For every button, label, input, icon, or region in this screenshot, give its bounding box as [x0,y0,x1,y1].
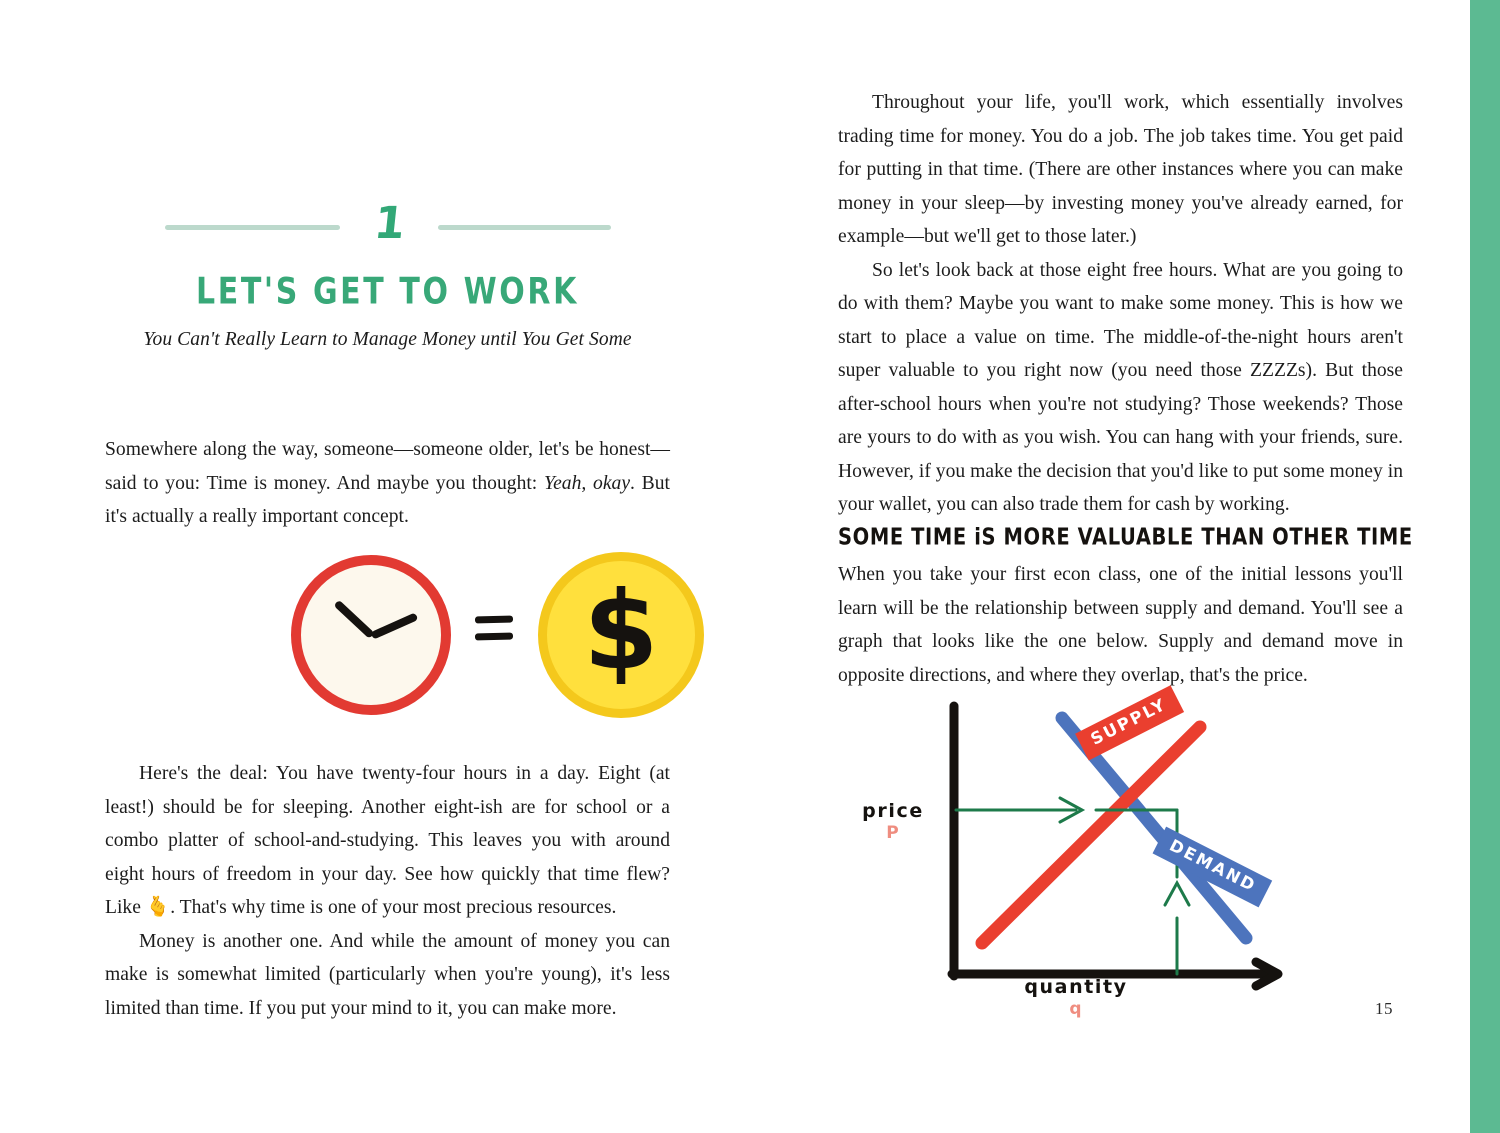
price-label-symbol: P [886,823,900,843]
equals-sign-icon [475,610,515,654]
left-paragraph-group-2 [105,757,670,1025]
paragraph-text-part2: . That's why time is one of your most precious resources. [170,897,617,918]
right-page [838,0,1413,1133]
section-body [838,558,1403,692]
equals-bar-bottom [475,633,513,641]
demand-series-label: DEMAND [1153,827,1272,907]
quantity-guide-arrowhead [1165,883,1189,905]
snapping-fingers-emoji: 🫰 [145,897,171,918]
chapter-title: LET'S GET TO WORK [196,270,579,314]
clock-minute-hand [370,612,418,639]
paragraph-text-lead: Somewhere along the way, someone—someone older, let's be honest—said to you: Time is money. And maybe you thought: [105,439,670,494]
paragraph-time-is-money [105,433,670,534]
price-axis-label [843,802,943,842]
clock-icon [291,555,451,715]
paragraph-text-italic: Yeah, okay [544,472,631,494]
clock-equals-coin-illustration [113,552,673,727]
supply-demand-chart [848,690,1408,1030]
quantity-axis-label [996,978,1156,1018]
paragraph-heres-the-deal [105,757,670,925]
page-edge-band [1470,0,1500,1133]
chapter-opener [105,196,670,351]
decorative-rule-right [438,225,611,230]
supply-series-label: SUPPLY [1075,685,1183,760]
right-paragraph-group-1 [838,86,1403,522]
dollar-sign-icon: $ [583,569,659,694]
paragraph-throughout-your-life: Throughout your life, you'll work, which essentially involves trading time for money. You do a job. The job takes time. You get paid for putting in that time. (There are other instances where you can make money in your sleep—by investing money you've already earned, for example—but we'll get to those later.) [838,92,1403,247]
paragraph-money-is-another-one: Money is another one. And while the amount of money you can make is somewhat limited (particularly when you're young), it's less limited than time. If you put your mind to it, you can make more. [105,930,670,1019]
chapter-number: 1 [371,198,408,249]
left-page [105,0,670,1133]
paragraph-econ-class: When you take your first econ class, one of the initial lessons you'll learn will be the relationship between supply and demand. You'll see a graph that looks like the one below. Supply and demand move in opposite directions, and where they overlap, that's the price. [838,564,1403,686]
quantity-label-symbol: q [1069,999,1083,1019]
paragraph-text-tail: . But it's actually a really important concept. [105,472,670,527]
paragraph-text-part1: Here's the deal: You have twenty-four hours in a day. Eight (at least!) should be for sleeping. Another eight-ish are for school or a combo platter of school-and-studying. This leaves you with around eight hours of freedom in your day. See how quickly that time flew? Like [105,763,670,918]
clock-hour-hand [333,600,374,639]
equals-bar-top [475,616,513,624]
decorative-rule-left [165,225,340,230]
section-some-time-is-more-valuable [838,523,1413,692]
quantity-label-text: quantity [1024,976,1128,998]
chart-axes [952,706,1278,986]
page-number: 15 [1375,999,1393,1018]
paragraph-eight-free-hours: So let's look back at those eight free hours. What are you going to do with them? Maybe you want to make some money. This is how we start to place a value on time. The middle-of-the-night hours aren't super valuable to you right now (you need those ZZZZs). But those after-school hours when you're not studying? Those weekends? Those are yours to do with as you wish. You can hang with your friends, sure. However, if you make the decision that you'd like to put some money in your wallet, you can also trade them for cash by working. [838,259,1403,515]
chapter-subtitle: You Can't Really Learn to Manage Money until You Get Some [143,329,632,350]
coin-icon [538,552,704,718]
price-label-text: price [862,800,924,822]
chapter-rule-row [105,196,670,258]
left-paragraph-group-1 [105,433,670,534]
section-heading: SOME TIME iS MORE VALUABLE THAN OTHER TIME [838,523,1413,551]
